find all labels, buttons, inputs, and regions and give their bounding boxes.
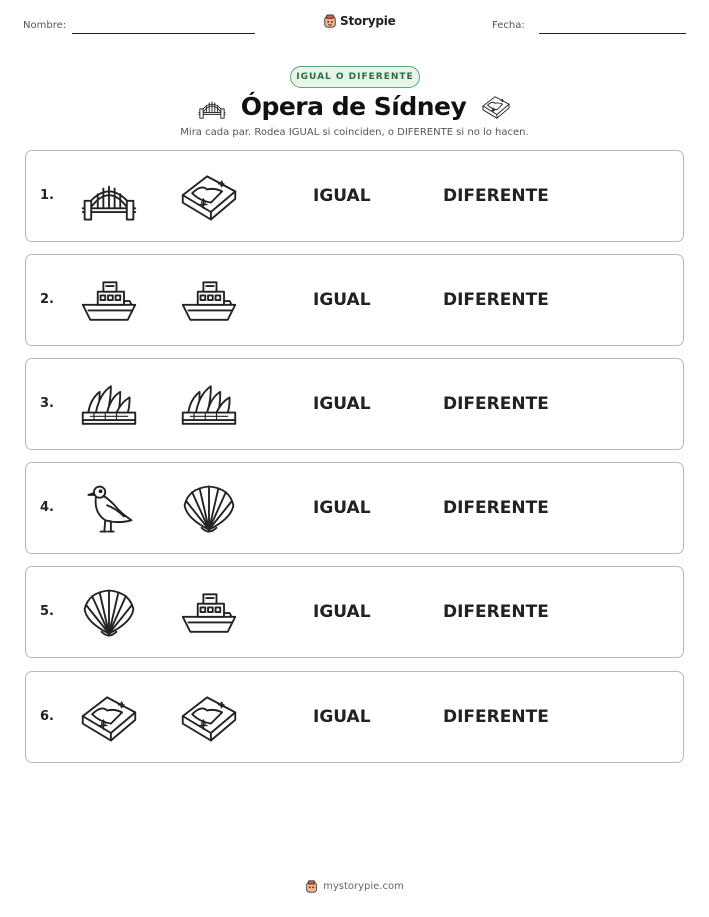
ferry-boat-icon bbox=[79, 272, 139, 330]
different-option[interactable]: DIFERENTE bbox=[443, 394, 549, 414]
row-number: 5. bbox=[40, 604, 54, 619]
left-picture bbox=[79, 168, 139, 226]
question-row-2 bbox=[25, 254, 684, 346]
coast-map-icon bbox=[179, 168, 239, 226]
left-picture bbox=[79, 272, 139, 330]
question-row-1 bbox=[25, 150, 684, 242]
footer bbox=[0, 880, 709, 893]
footer-url[interactable]: mystorypie.com bbox=[323, 881, 404, 892]
instructions: Mira cada par. Rodea IGUAL si coinciden, o DIFERENTE si no lo hacen. bbox=[180, 127, 529, 138]
brand-name: Storypie bbox=[340, 14, 396, 28]
right-picture bbox=[179, 480, 239, 538]
ferry-boat-icon bbox=[179, 272, 239, 330]
row-number: 1. bbox=[40, 188, 54, 203]
left-picture bbox=[79, 584, 139, 642]
same-option[interactable]: IGUAL bbox=[313, 290, 371, 310]
different-option[interactable]: DIFERENTE bbox=[443, 498, 549, 518]
opera-house-icon bbox=[179, 376, 239, 434]
name-label: Nombre: bbox=[23, 20, 67, 31]
left-picture bbox=[79, 689, 139, 747]
seagull-icon bbox=[79, 480, 139, 538]
coast-map-icon bbox=[480, 93, 512, 121]
question-row-5 bbox=[25, 566, 684, 658]
question-row-4 bbox=[25, 462, 684, 554]
right-picture bbox=[179, 689, 239, 747]
date-line[interactable] bbox=[539, 33, 686, 34]
different-option[interactable]: DIFERENTE bbox=[443, 290, 549, 310]
date-label: Fecha: bbox=[492, 20, 525, 31]
opera-house-icon bbox=[79, 376, 139, 434]
different-option[interactable]: DIFERENTE bbox=[443, 602, 549, 622]
coast-map-icon bbox=[179, 689, 239, 747]
question-row-3 bbox=[25, 358, 684, 450]
row-number: 2. bbox=[40, 292, 54, 307]
seashell-icon bbox=[179, 480, 239, 538]
harbour-bridge-icon bbox=[197, 93, 227, 121]
same-option[interactable]: IGUAL bbox=[313, 498, 371, 518]
title-row bbox=[0, 92, 709, 121]
same-option[interactable]: IGUAL bbox=[313, 602, 371, 622]
left-picture bbox=[79, 480, 139, 538]
activity-badge: IGUAL O DIFERENTE bbox=[290, 66, 420, 88]
right-picture bbox=[179, 584, 239, 642]
row-number: 6. bbox=[40, 709, 54, 724]
ferry-boat-icon bbox=[179, 584, 239, 642]
brand-logo bbox=[323, 14, 396, 28]
left-picture bbox=[79, 376, 139, 434]
row-number: 3. bbox=[40, 396, 54, 411]
different-option[interactable]: DIFERENTE bbox=[443, 707, 549, 727]
harbour-bridge-icon bbox=[197, 93, 227, 121]
coast-map-icon bbox=[480, 93, 512, 121]
question-row-6 bbox=[25, 671, 684, 763]
seashell-icon bbox=[79, 584, 139, 642]
right-picture bbox=[179, 376, 239, 434]
row-number: 4. bbox=[40, 500, 54, 515]
harbour-bridge-icon bbox=[79, 168, 139, 226]
same-option[interactable]: IGUAL bbox=[313, 707, 371, 727]
different-option[interactable]: DIFERENTE bbox=[443, 186, 549, 206]
same-option[interactable]: IGUAL bbox=[313, 186, 371, 206]
same-option[interactable]: IGUAL bbox=[313, 394, 371, 414]
right-picture bbox=[179, 272, 239, 330]
name-line[interactable] bbox=[72, 33, 255, 34]
storypie-mascot-icon bbox=[323, 14, 337, 28]
page-title: Ópera de Sídney bbox=[240, 92, 467, 121]
right-picture bbox=[179, 168, 239, 226]
coast-map-icon bbox=[79, 689, 139, 747]
storypie-mascot-icon bbox=[305, 880, 318, 893]
